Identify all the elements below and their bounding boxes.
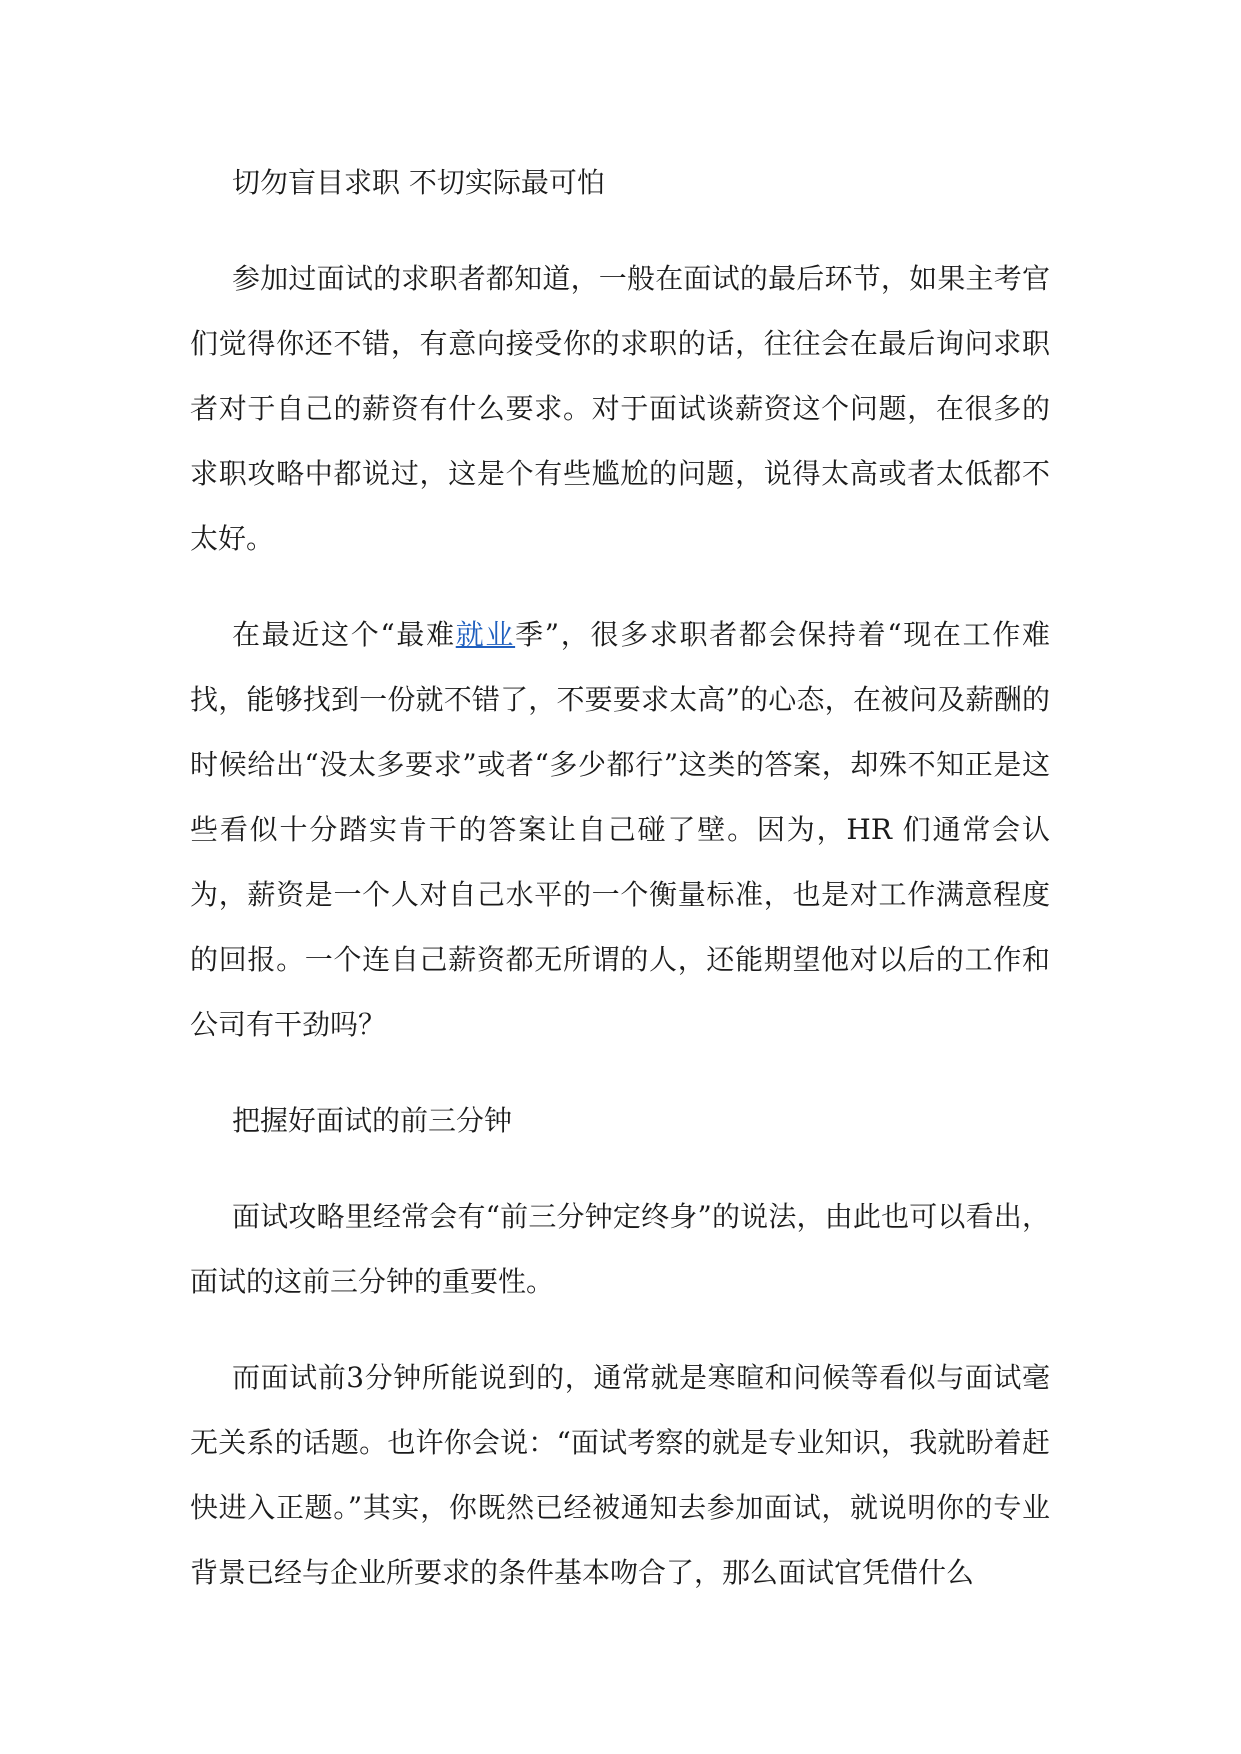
paragraph-salary-expectations [190, 602, 1050, 1057]
document-body [190, 150, 1050, 1636]
paragraph-three-minutes: 面试攻略里经常会有“前三分钟定终身”的说法，由此也可以看出，面试的这前三分钟的重要性。 [190, 1200, 1050, 1298]
paragraph-text-before-link: 在最近这个“最难 [232, 618, 456, 651]
link-jiuye[interactable]: 就业 [455, 618, 516, 651]
paragraph-text-after-link: 季”，很多求职者都会保持着“现在工作难找，能够找到一份就不错了，不要要求太高”的心态，在被问及薪酬的时候给出“没太多要求”或者“多少都行”这类的答案，却殊不知正是这些看似十分踏实肯干的答案让自己碰了壁。因为，HR 们通常会认为，薪资是一个人对自己水平的一个衡量标准，也是对工作满意程度的回报。一个连自己薪资都无所谓的人，还能期望他对以后的工作和公司有干劲吗？ [190, 618, 1050, 1041]
paragraph-small-talk: 而面试前3分钟所能说到的，通常就是寒暄和问候等看似与面试毫无关系的话题。也许你会说：“面试考察的就是专业知识，我就盼着赶快进入正题。”其实，你既然已经被通知去参加面试，就说明你的专业背景已经与企业所要求的条件基本吻合了，那么面试官凭借什么 [190, 1361, 1050, 1589]
section-heading-salary: 切勿盲目求职 不切实际最可怕 [232, 166, 605, 199]
paragraph-salary-intro: 参加过面试的求职者都知道，一般在面试的最后环节，如果主考官们觉得你还不错，有意向接受你的求职的话，往往会在最后询问求职者对于自己的薪资有什么要求。对于面试谈薪资这个问题，在很多的求职攻略中都说过，这是个有些尴尬的问题，说得太高或者太低都不太好。 [190, 262, 1050, 555]
section-heading-first-three-minutes: 把握好面试的前三分钟 [232, 1104, 513, 1137]
